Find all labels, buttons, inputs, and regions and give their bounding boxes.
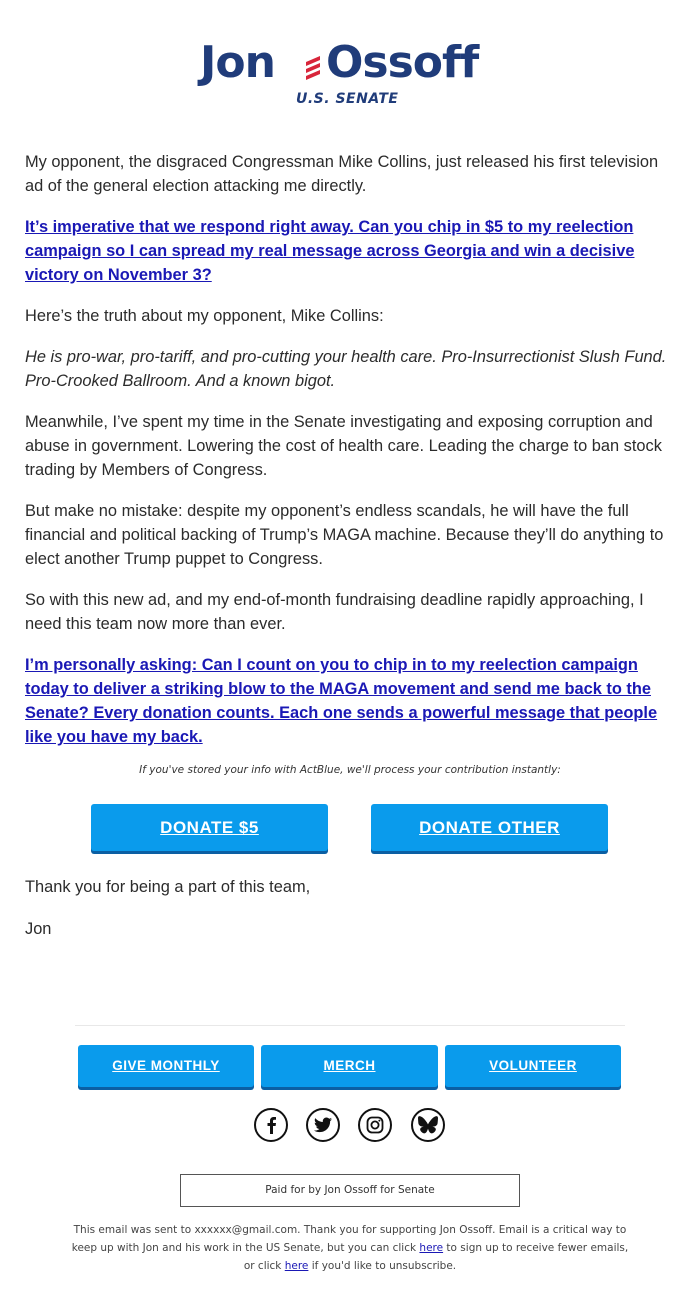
volunteer-button[interactable]: VOLUNTEER: [445, 1045, 621, 1087]
logo-name-last: Ossoff: [326, 37, 479, 88]
footer-text-part: to sign up to receive fewer emails, or click: [243, 1242, 629, 1272]
paragraph: My opponent, the disgraced Congressman Mike Collins, just released his first television ad of the general election attacking me directly.: [25, 153, 659, 195]
instagram-icon[interactable]: [358, 1108, 392, 1142]
signoff-thanks: Thank you for being a part of this team,: [25, 878, 311, 896]
campaign-logo: [0, 36, 700, 116]
twitter-icon[interactable]: [306, 1108, 340, 1142]
paragraph: Here’s the truth about my opponent, Mike Collins:: [25, 307, 384, 325]
bluesky-icon[interactable]: [411, 1108, 445, 1142]
merch-button[interactable]: MERCH: [261, 1045, 438, 1087]
give-monthly-button[interactable]: GIVE MONTHLY: [78, 1045, 254, 1087]
paid-for-disclaimer: Paid for by Jon Ossoff for Senate: [180, 1174, 520, 1207]
footer-text-part: This email was sent to xxxxxx@gmail.com. Thank you for supporting Jon Ossoff. Email is a critical way to keep up with Jon and his work in the US Senate, but you can click: [71, 1224, 627, 1254]
unsubscribe-link[interactable]: here: [284, 1260, 309, 1272]
signoff-name: Jon: [25, 920, 52, 938]
donate-5-button[interactable]: DONATE $5: [91, 804, 328, 851]
paragraph: Meanwhile, I’ve spent my time in the Senate investigating and exposing corruption and abuse in government. Lowering the cost of health care. Leading the charge to ban stock trading by Members of Congress.: [25, 413, 662, 479]
actblue-note: If you've stored your info with ActBlue, we'll process your contribution instantly:: [139, 764, 561, 776]
donate-link-respond[interactable]: It’s imperative that we respond right away. Can you chip in $5 to my reelection campaign so I can spread my real message across Georgia and win a decisive victory on November 3?: [25, 218, 635, 284]
facebook-icon[interactable]: [254, 1108, 288, 1142]
donate-link-personal-ask[interactable]: I’m personally asking: Can I count on you to chip in to my reelection campaign today to deliver a striking blow to the MAGA movement and send me back to the Senate? Every donation counts. Each one sends a powerful message that people like you have my back.: [25, 656, 658, 746]
paragraph: So with this new ad, and my end-of-month fundraising deadline rapidly approaching, I need this team now more than ever.: [25, 591, 644, 633]
logo-subtitle: U.S. SENATE: [296, 91, 399, 107]
email-body: [25, 150, 677, 766]
donate-other-button[interactable]: DONATE OTHER: [371, 804, 608, 851]
logo-name-first: Jon: [200, 37, 275, 88]
divider: [75, 1025, 625, 1026]
italic-paragraph: He is pro-war, pro-tariff, and pro-cutting your health care. Pro-Insurrectionist Slush Fund. Pro-Crooked Ballroom. And a known bigot.: [25, 348, 667, 390]
logo-wordmark: [200, 38, 500, 88]
fewer-emails-link[interactable]: here: [419, 1242, 444, 1254]
footer-text: [70, 1221, 630, 1275]
paragraph: But make no mistake: despite my opponent’s endless scandals, he will have the full financial and political backing of Trump’s MAGA machine. Because they’ll do anything to elect another Trump puppet to Congress.: [25, 502, 664, 568]
footer-text-part: if you'd like to unsubscribe.: [308, 1260, 457, 1272]
